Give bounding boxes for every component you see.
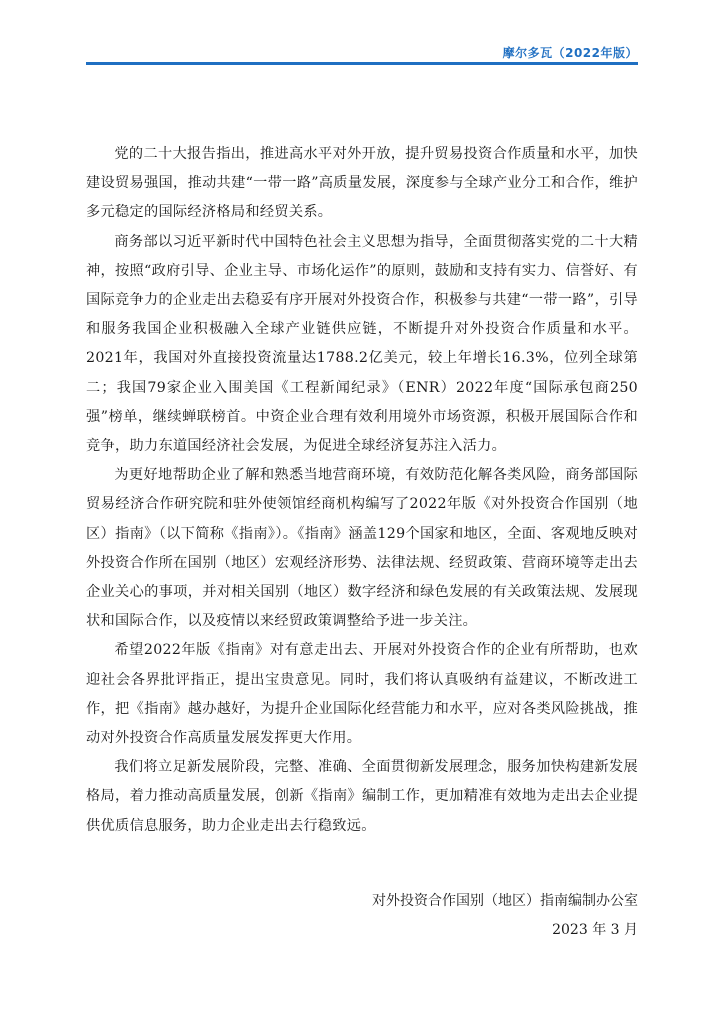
paragraph-3: 为更好地帮助企业了解和熟悉当地营商环境，有效防范化解各类风险，商务部国际贸易经济合作研究院和驻外使领馆经商机构编写了2022年版《对外投资合作国别（地区）指南》（以下简称《指南》）。《指南》涵盖129个国家和地区，全面、客观地反映对外投资合作所在国别（地区）宏观经济形势、法律法规、经贸政策、营商环境等走出去企业关心的事项，并对相关国别（地区）数字经济和绿色发展的有关政策法规、发展现状和国际合作，以及疫情以来经贸政策调整给予进一步关注。: [86, 467, 638, 630]
signature-date: 2023 年 3 月: [552, 922, 638, 938]
page-header: [0, 0, 724, 66]
paragraph-1: 党的二十大报告指出，推进高水平对外开放，提升贸易投资合作质量和水平，加快建设贸易强国，推动共建“一带一路”高质量发展，深度参与全球产业分工和合作，维护多元稳定的国际经济格局和经贸关系。: [86, 146, 638, 221]
header-rule: [86, 62, 638, 65]
header-title: 摩尔多瓦（2022年版）: [502, 46, 638, 60]
preface-body: [86, 140, 638, 841]
paragraph-5: 我们将立足新发展阶段，完整、准确、全面贯彻新发展理念，服务加快构建新发展格局，着力推动高质量发展，创新《指南》编制工作，更加精准有效地为走出去企业提供优质信息服务，助力企业走出去行稳致远。: [86, 759, 638, 834]
signature-block: [372, 887, 638, 945]
signature-office: 对外投资合作国别（地区）指南编制办公室: [372, 893, 638, 909]
paragraph-4: 希望2022年版《指南》对有意走出去、开展对外投资合作的企业有所帮助，也欢迎社会各界批评指正，提出宝贵意见。同时，我们将认真吸纳有益建议，不断改进工作，把《指南》越办越好，为提升企业国际化经营能力和水平，应对各类风险挑战，推动对外投资合作高质量发展发挥更大作用。: [86, 642, 638, 747]
paragraph-2: 商务部以习近平新时代中国特色社会主义思想为指导，全面贯彻落实党的二十大精神，按照“政府引导、企业主导、市场化运作”的原则，鼓励和支持有实力、信誉好、有国际竞争力的企业走出去稳妥有序开展对外投资合作，积极参与共建“一带一路”，引导和服务我国企业积极融入全球产业链供应链，不断提升对外投资合作质量和水平。2021年，我国对外直接投资流量达1788.2亿美元，较上年增长16.3%，位列全球第二；我国79家企业入围美国《工程新闻纪录》（ENR）2022年度“国际承包商250强”榜单，继续蝉联榜首。中资企业合理有效利用境外市场资源，积极开展国际合作和竞争，助力东道国经济社会发展，为促进全球经济复苏注入活力。: [86, 233, 638, 455]
